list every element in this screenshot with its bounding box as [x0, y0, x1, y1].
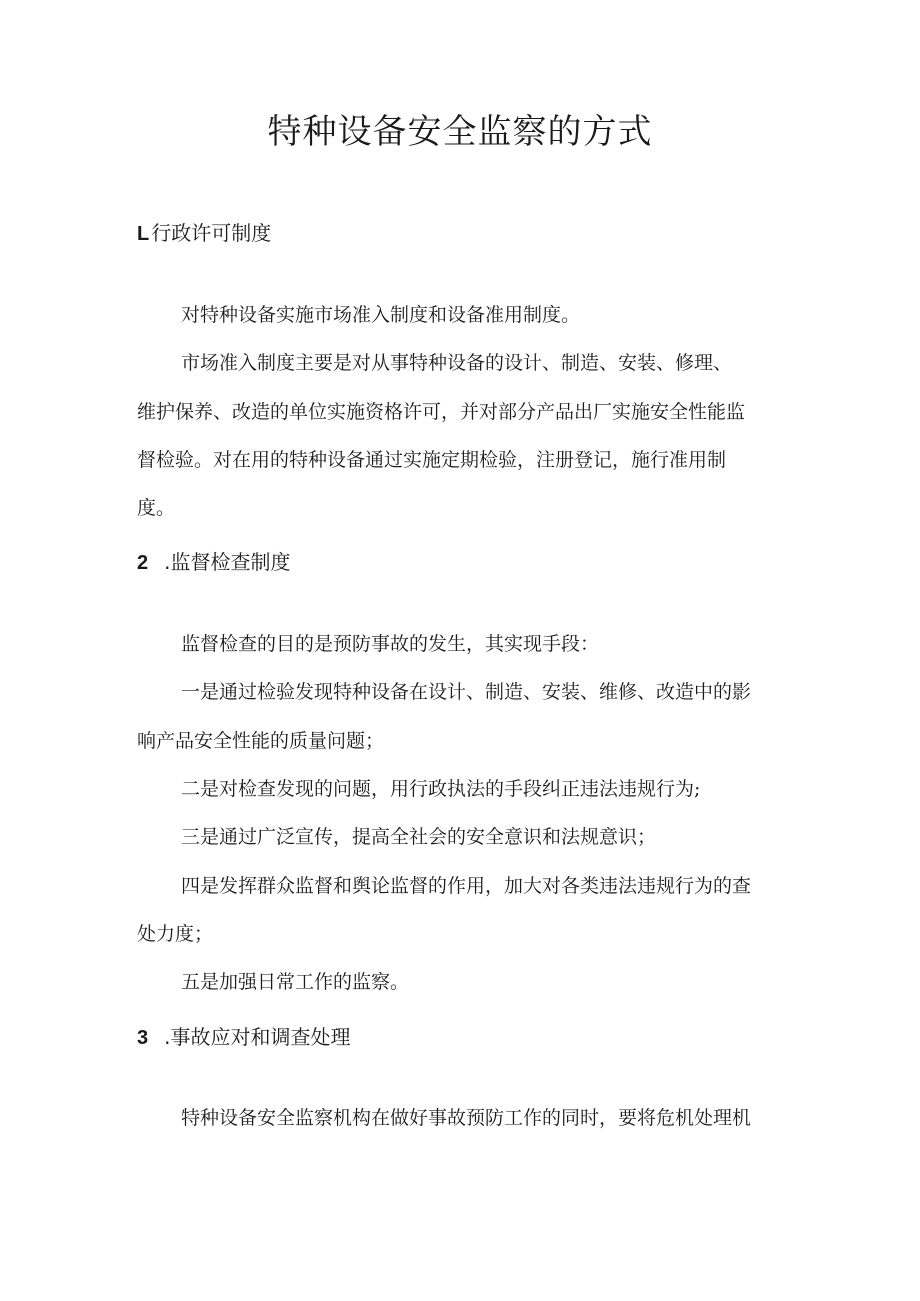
paragraph-line: 三是通过广泛宣传，提高全社会的安全意识和法规意识； — [181, 826, 657, 848]
paragraph-line: 响产品安全性能的质量问题； — [137, 730, 385, 752]
paragraph-line: 四是发挥群众监督和舆论监督的作用，加大对各类违法违规行为的查 — [181, 875, 752, 897]
section-title: .事故应对和调查处理 — [164, 1025, 351, 1049]
section-number: 3 — [137, 1027, 149, 1049]
section-heading-2 — [137, 548, 290, 577]
section-number: 2 — [137, 552, 149, 574]
paragraph-line: 处力度； — [137, 923, 214, 945]
paragraph-line: 监督检查的目的是预防事故的发生，其实现手段： — [181, 633, 600, 655]
section-number: L — [137, 223, 150, 245]
paragraph-line: 市场准入制度主要是对从事特种设备的设计、制造、安装、修理、 — [181, 352, 733, 374]
paragraph-line: 五是加强日常工作的监察。 — [181, 971, 410, 993]
paragraph-line: 督检验。对在用的特种设备通过实施定期检验，注册登记，施行准用制 — [137, 449, 727, 471]
section-heading-1 — [137, 219, 271, 248]
paragraph-line: 特种设备安全监察机构在做好事故预防工作的同时，要将危机处理机 — [181, 1107, 752, 1129]
section-title: 行政许可制度 — [151, 221, 272, 245]
page-title: 特种设备安全监察的方式 — [267, 112, 653, 152]
section-title: .监督检查制度 — [164, 550, 291, 574]
paragraph-line: 度。 — [137, 497, 176, 519]
paragraph-line: 二是对检查发现的问题，用行政执法的手段纠正违法违规行为; — [181, 778, 701, 800]
paragraph-line: 一是通过检验发现特种设备在设计、制造、安装、维修、改造中的影 — [181, 681, 752, 703]
paragraph-line: 对特种设备实施市场准入制度和设备准用制度。 — [181, 304, 581, 326]
paragraph-line: 维护保养、改造的单位实施资格许可，并对部分产品出厂实施安全性能监 — [137, 401, 746, 423]
section-heading-3 — [137, 1023, 350, 1052]
